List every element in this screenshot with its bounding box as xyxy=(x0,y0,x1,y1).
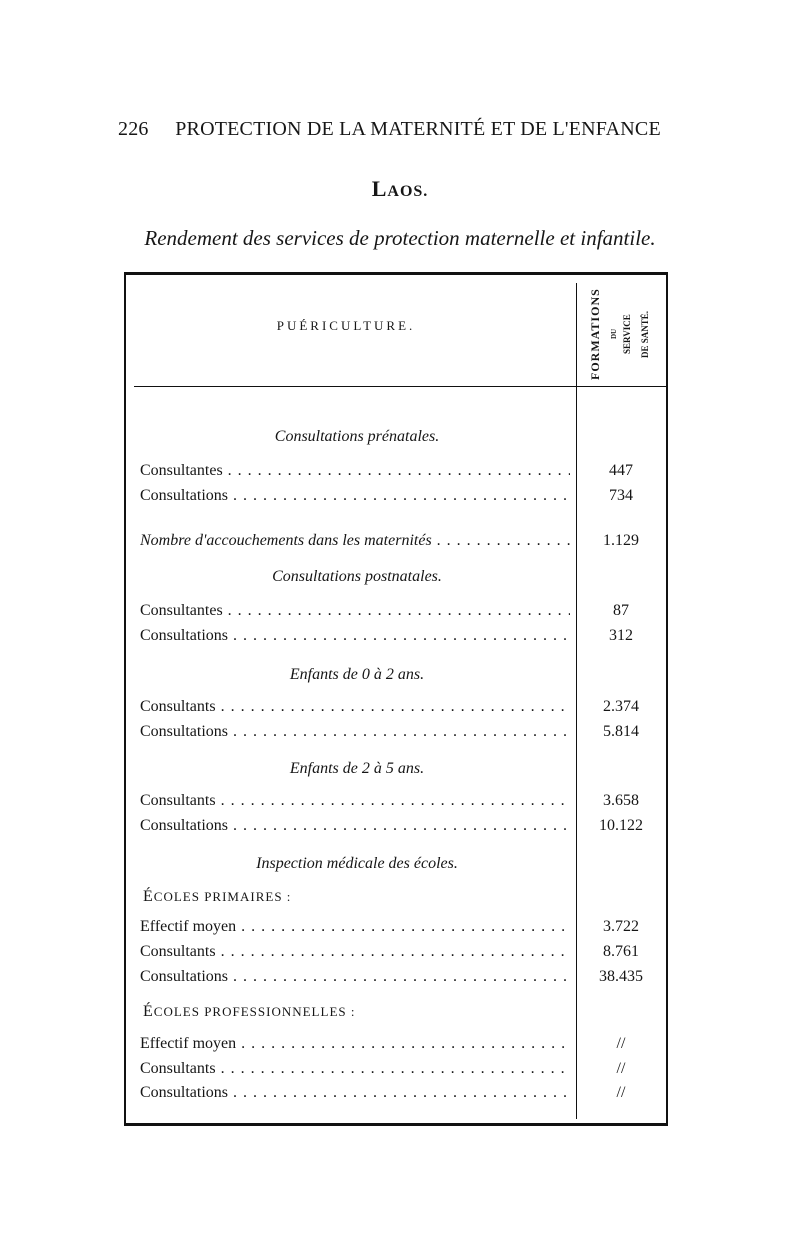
row-value: 3.658 xyxy=(603,792,639,809)
table-subtitle: Rendement des services de protection maternelle et infantile. xyxy=(144,226,656,250)
table-row xyxy=(140,918,665,942)
row-value: 447 xyxy=(609,462,633,479)
row-value: 38.435 xyxy=(599,968,643,985)
row-label: Consultants . . . xyxy=(140,943,570,961)
column-header-line4: DE SANTÉ. xyxy=(640,310,650,358)
table-row xyxy=(140,487,665,511)
table-row xyxy=(140,968,665,992)
table-row xyxy=(140,792,665,816)
row-label: Consultations . . . xyxy=(140,627,570,645)
row-label: Consultations . . . xyxy=(140,1084,570,1102)
page-number: 226 xyxy=(118,118,149,140)
group-title-school-inspection: Inspection médicale des écoles. xyxy=(256,855,458,872)
section-title-rest: AOS. xyxy=(387,183,429,200)
row-label: Consultantes . . . xyxy=(140,602,570,620)
group-title-children-2-5: Enfants de 2 à 5 ans. xyxy=(289,760,425,777)
subgroup-heading-rest: COLES PROFESSIONNELLES : xyxy=(153,1004,356,1019)
row-label: Consultants . . . xyxy=(140,1060,570,1078)
row-label: Nombre d'accouchements dans les maternités . . . xyxy=(140,532,570,550)
table-row xyxy=(140,723,665,747)
section-title-initial: L xyxy=(371,176,388,201)
row-header-label: PUÉRICULTURE. xyxy=(276,318,416,333)
row-label: Effectif moyen . . . xyxy=(140,918,570,936)
subgroup-heading-primary xyxy=(143,888,291,906)
row-value: 10.122 xyxy=(599,817,643,834)
row-value: 312 xyxy=(609,627,633,644)
section-title xyxy=(0,176,800,202)
table-row xyxy=(140,602,665,626)
row-value: 734 xyxy=(609,487,633,504)
page-header xyxy=(118,118,661,141)
row-label: Consultants . . . xyxy=(140,792,570,810)
table-row xyxy=(140,1060,665,1084)
row-value: 3.722 xyxy=(603,918,639,935)
subgroup-heading-rest: COLES PRIMAIRES : xyxy=(153,889,292,904)
row-label: Consultantes . . . xyxy=(140,462,570,480)
row-value: // xyxy=(616,1060,626,1077)
group-title-children-0-2: Enfants de 0 à 2 ans. xyxy=(289,666,425,683)
row-label: Consultations . . . xyxy=(140,487,570,505)
row-value: // xyxy=(616,1084,626,1101)
table-row xyxy=(140,532,665,556)
row-label: Effectif moyen . . . xyxy=(140,1035,570,1053)
row-value: 1.129 xyxy=(603,532,639,549)
row-value: 2.374 xyxy=(603,698,639,715)
row-value: 5.814 xyxy=(603,723,639,740)
subgroup-heading-initial: É xyxy=(143,888,154,905)
table-row xyxy=(140,698,665,722)
subgroup-heading-initial: É xyxy=(143,1003,154,1020)
table-row xyxy=(140,1035,665,1059)
table-row xyxy=(140,1084,665,1108)
subgroup-heading-vocational xyxy=(143,1003,355,1021)
table-row xyxy=(140,627,665,651)
row-value: 87 xyxy=(613,602,629,619)
group-title-postnatal: Consultations postnatales. xyxy=(272,568,442,585)
row-label: Consultations . . . xyxy=(140,968,570,986)
column-header-line2: DU xyxy=(610,328,618,340)
row-value: 8.761 xyxy=(603,943,639,960)
table-row xyxy=(140,943,665,967)
column-header xyxy=(582,284,664,380)
running-title: PROTECTION DE LA MATERNITÉ ET DE L'ENFANCE xyxy=(175,118,661,140)
column-header-line1: FORMATIONS xyxy=(588,288,602,380)
row-label: Consultants . . . xyxy=(140,698,570,716)
table-row xyxy=(140,817,665,841)
table-row xyxy=(140,462,665,486)
column-header-line3: SERVICE xyxy=(622,314,632,354)
group-title-prenatal: Consultations prénatales. xyxy=(274,428,440,445)
row-label: Consultations . . . xyxy=(140,817,570,835)
row-label: Consultations . . . xyxy=(140,723,570,741)
row-value: // xyxy=(616,1035,626,1052)
header-divider xyxy=(134,386,666,387)
